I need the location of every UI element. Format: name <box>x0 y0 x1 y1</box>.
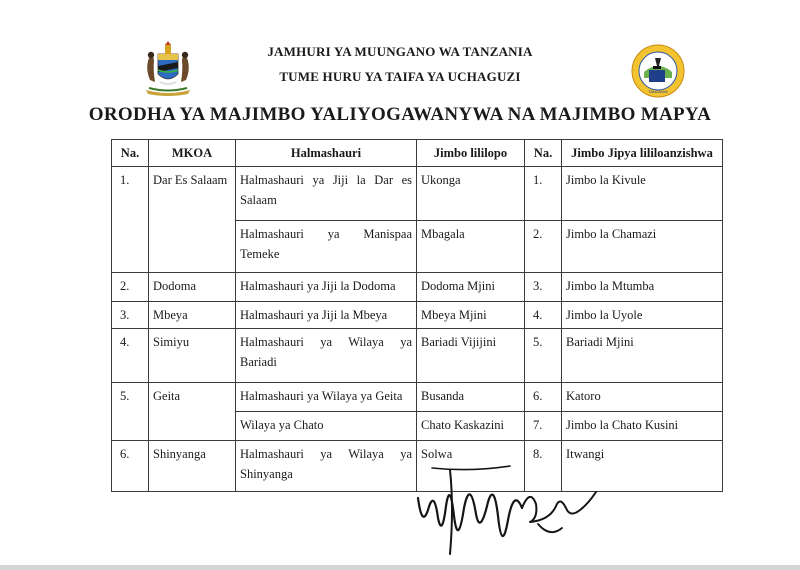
cell-jimbo-lililopo: Mbeya Mjini <box>417 302 525 329</box>
cell-jimbo-jipya: Jimbo la Chamazi <box>562 221 723 273</box>
header-na-new: Na. <box>525 140 562 167</box>
cell-jimbo-lililopo: Mbagala <box>417 221 525 273</box>
header-na: Na. <box>112 140 149 167</box>
cell-mkoa: Dodoma <box>149 273 236 302</box>
cell-jimbo-lililopo: Busanda <box>417 383 525 412</box>
bottom-divider <box>0 565 800 570</box>
republic-heading: JAMHURI YA MUUNGANO WA TANZANIA <box>267 44 533 59</box>
cell-jimbo-jipya: Bariadi Mjini <box>562 329 723 383</box>
header-jimbo-lililopo: Jimbo lililopo <box>417 140 525 167</box>
cell-jimbo-jipya: Itwangi <box>562 441 723 492</box>
cell-halmashauri: Halmashauri ya Jiji la Dodoma <box>236 273 417 302</box>
header-jimbo-jipya: Jimbo Jipya lililoanzishwa <box>562 140 723 167</box>
cell-jimbo-lililopo: Ukonga <box>417 167 525 221</box>
cell-mkoa: Dar Es Salaam <box>149 167 236 273</box>
cell-jimbo-jipya: Jimbo la Uyole <box>562 302 723 329</box>
cell-no: 3. <box>112 302 149 329</box>
cell-halmashauri: Halmashauri ya Wilaya ya Shinyanga <box>236 441 417 492</box>
table-row <box>112 302 723 329</box>
cell-na: 1. <box>525 167 562 221</box>
cell-jimbo-jipya: Katoro <box>562 383 723 412</box>
cell-mkoa: Geita <box>149 383 236 441</box>
table-row <box>112 329 723 383</box>
cell-mkoa: Shinyanga <box>149 441 236 492</box>
cell-na: 7. <box>525 412 562 441</box>
table-row <box>112 383 723 412</box>
cell-jimbo-jipya: Jimbo la Kivule <box>562 167 723 221</box>
cell-na: 2. <box>525 221 562 273</box>
cell-no: 2. <box>112 273 149 302</box>
cell-no: 6. <box>112 441 149 492</box>
cell-na: 8. <box>525 441 562 492</box>
svg-text:TANZANIA: TANZANIA <box>648 89 668 94</box>
cell-mkoa: Simiyu <box>149 329 236 383</box>
signature-icon <box>410 458 600 558</box>
constituencies-table <box>111 139 723 492</box>
commission-heading: TUME HURU YA TAIFA YA UCHAGUZI <box>279 69 521 84</box>
cell-no: 1. <box>112 167 149 273</box>
cell-jimbo-jipya: Jimbo la Chato Kusini <box>562 412 723 441</box>
cell-na: 6. <box>525 383 562 412</box>
cell-na: 5. <box>525 329 562 383</box>
cell-jimbo-lililopo: Chato Kaskazini <box>417 412 525 441</box>
cell-na: 3. <box>525 273 562 302</box>
cell-no: 4. <box>112 329 149 383</box>
cell-jimbo-lililopo: Bariadi Vijijini <box>417 329 525 383</box>
table-header-row <box>112 140 723 167</box>
cell-jimbo-lililopo: Solwa <box>417 441 525 492</box>
document-title: ORODHA YA MAJIMBO YALIYOGAWANYWA NA MAJIMBO MAPYA <box>88 104 712 125</box>
cell-halmashauri: Halmashauri ya Wilaya ya Geita <box>236 383 417 412</box>
cell-halmashauri: Halmashauri ya Jiji la Dar es Salaam <box>236 167 417 221</box>
cell-no: 5. <box>112 383 149 441</box>
cell-halmashauri: Halmashauri ya Manispaa Temeke <box>236 221 417 273</box>
cell-halmashauri: Halmashauri ya Jiji la Mbeya <box>236 302 417 329</box>
header-mkoa: MKOA <box>149 140 236 167</box>
cell-halmashauri: Halmashauri ya Wilaya ya Bariadi <box>236 329 417 383</box>
table-row <box>112 167 723 221</box>
table-row <box>112 273 723 302</box>
cell-na: 4. <box>525 302 562 329</box>
cell-mkoa: Mbeya <box>149 302 236 329</box>
cell-jimbo-jipya: Jimbo la Mtumba <box>562 273 723 302</box>
cell-halmashauri: Wilaya ya Chato <box>236 412 417 441</box>
header-halmashauri: Halmashauri <box>236 140 417 167</box>
cell-jimbo-lililopo: Dodoma Mjini <box>417 273 525 302</box>
